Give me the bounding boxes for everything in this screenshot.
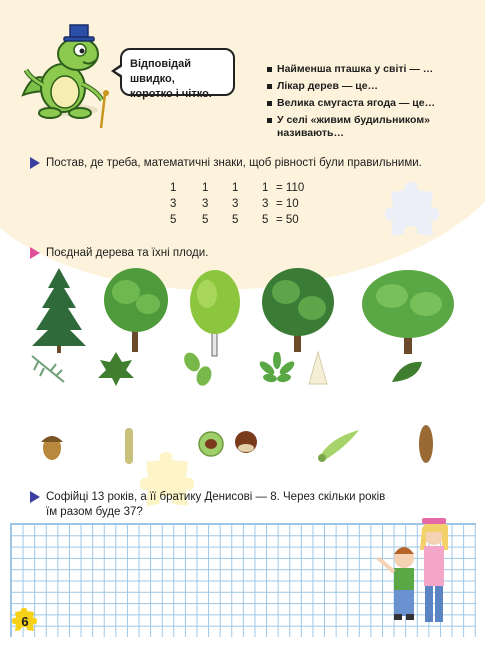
speech-bubble-line: коротко і чітко.: [130, 88, 212, 100]
equation-result: = 10: [276, 198, 299, 210]
birch-tree-illustration: [185, 266, 245, 358]
quiz-question: Найменша пташка у світі — …: [267, 63, 467, 76]
task-marker-icon: [30, 157, 40, 169]
equation-number: 1: [170, 182, 177, 194]
task-1-instruction: Постав, де треба, математичні знаки, щоб рівності були правильними.: [46, 157, 422, 169]
equation-row: [170, 182, 310, 196]
equation-number: 3: [170, 198, 177, 210]
birch-leaf-icon: [178, 348, 218, 388]
task-2-instruction: Поєднай дерева та їхні плоди.: [46, 247, 209, 259]
quiz-question: Велика смугаста ягода — це…: [267, 97, 467, 110]
equation-number: 1: [232, 182, 239, 194]
equation-number: 5: [170, 214, 177, 226]
chestnut-leaf-icon: [258, 352, 296, 386]
equation-number: 5: [202, 214, 209, 226]
page-number: 6: [21, 614, 29, 629]
equation-row: [170, 198, 310, 212]
dinosaur-mascot-illustration: [8, 10, 116, 130]
maple-seed-icon: [313, 424, 363, 464]
equation-result: = 110: [276, 182, 305, 194]
oak-leaf-icon: [96, 350, 136, 388]
birch-catkin-icon: [118, 422, 140, 468]
spruce-cone-icon: [415, 422, 437, 466]
equation-number: 3: [202, 198, 209, 210]
task-marker-icon: [30, 247, 40, 259]
children-illustration: [372, 506, 464, 634]
maple-leaf-icon: [388, 358, 424, 386]
puzzle-piece-icon: [383, 182, 443, 240]
equation-number: 1: [202, 182, 209, 194]
spruce-branch-icon: [28, 350, 68, 388]
equation-number: 5: [262, 214, 269, 226]
chestnut-husk-icon: [196, 430, 226, 458]
speech-bubble: [120, 48, 235, 100]
task-marker-icon: [30, 491, 40, 503]
chestnut-flower-icon: [305, 350, 331, 388]
quiz-questions-list: [267, 63, 467, 144]
acorn-icon: [38, 428, 66, 462]
equation-number: 3: [262, 198, 269, 210]
equation-row: [170, 214, 310, 228]
quiz-question: У селі «живим будильником» називають…: [267, 114, 467, 140]
equation-number: 3: [232, 198, 239, 210]
task-3-line: їм разом буде 37?: [46, 506, 143, 518]
spruce-tree-illustration: [30, 266, 88, 356]
maple-tree-illustration: [358, 264, 458, 356]
page-number-badge: [12, 608, 38, 634]
chestnut-tree-illustration: [258, 262, 338, 354]
chestnut-nut-icon: [232, 428, 260, 456]
speech-bubble-line: Відповідай швидко,: [130, 58, 192, 85]
quiz-question: Лікар дерев — це…: [267, 80, 467, 93]
equation-number: 1: [262, 182, 269, 194]
oak-tree-illustration: [100, 262, 172, 354]
equation-result: = 50: [276, 214, 299, 226]
equation-number: 5: [232, 214, 239, 226]
task-3-line: Софійці 13 років, а її братику Денисові — 8. Через скільки років: [46, 491, 386, 503]
